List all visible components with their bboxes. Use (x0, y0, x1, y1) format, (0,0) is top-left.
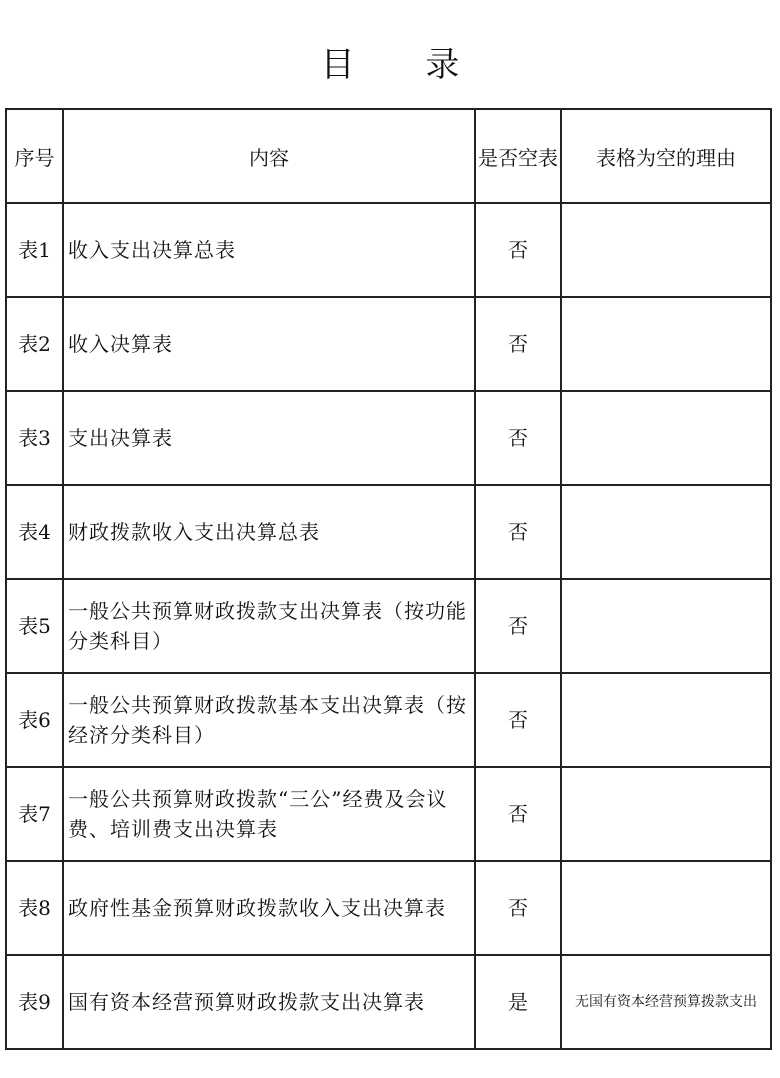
table-row (6, 861, 771, 955)
row-reason (561, 297, 771, 391)
row-reason (561, 767, 771, 861)
row-is-empty: 否 (475, 861, 561, 955)
row-seq: 表8 (6, 861, 63, 955)
header-row (6, 109, 771, 203)
row-seq: 表6 (6, 673, 63, 767)
contents-table (5, 108, 772, 1050)
row-reason: 无国有资本经营预算拨款支出 (561, 955, 771, 1049)
row-seq: 表1 (6, 203, 63, 297)
table-row (6, 485, 771, 579)
row-reason (561, 579, 771, 673)
table-row (6, 579, 771, 673)
page-title: 目 录 (320, 45, 490, 85)
table-row (6, 203, 771, 297)
row-is-empty: 否 (475, 673, 561, 767)
row-is-empty: 否 (475, 203, 561, 297)
row-content: 收入支出决算总表 (63, 203, 475, 297)
header-is-empty: 是否空表 (475, 109, 561, 203)
row-content: 一般公共预算财政拨款“三公”经费及会议费、培训费支出决算表 (63, 767, 475, 861)
row-content: 一般公共预算财政拨款支出决算表（按功能分类科目） (63, 579, 475, 673)
row-is-empty: 是 (475, 955, 561, 1049)
row-is-empty: 否 (475, 579, 561, 673)
row-content: 国有资本经营预算财政拨款支出决算表 (63, 955, 475, 1049)
table-row (6, 297, 771, 391)
row-seq: 表2 (6, 297, 63, 391)
row-is-empty: 否 (475, 297, 561, 391)
row-seq: 表9 (6, 955, 63, 1049)
row-seq: 表5 (6, 579, 63, 673)
row-seq: 表7 (6, 767, 63, 861)
row-seq: 表4 (6, 485, 63, 579)
row-content: 一般公共预算财政拨款基本支出决算表（按经济分类科目） (63, 673, 475, 767)
header-content: 内容 (63, 109, 475, 203)
table-row (6, 391, 771, 485)
header-seq: 序号 (6, 109, 63, 203)
row-reason (561, 861, 771, 955)
table-row (6, 767, 771, 861)
row-content: 财政拨款收入支出决算总表 (63, 485, 475, 579)
row-seq: 表3 (6, 391, 63, 485)
row-is-empty: 否 (475, 391, 561, 485)
row-reason (561, 391, 771, 485)
row-reason (561, 485, 771, 579)
row-reason (561, 203, 771, 297)
row-content: 支出决算表 (63, 391, 475, 485)
row-is-empty: 否 (475, 485, 561, 579)
header-reason: 表格为空的理由 (561, 109, 771, 203)
table-row (6, 955, 771, 1049)
row-reason (561, 673, 771, 767)
table-row (6, 673, 771, 767)
row-content: 政府性基金预算财政拨款收入支出决算表 (63, 861, 475, 955)
row-is-empty: 否 (475, 767, 561, 861)
row-content: 收入决算表 (63, 297, 475, 391)
